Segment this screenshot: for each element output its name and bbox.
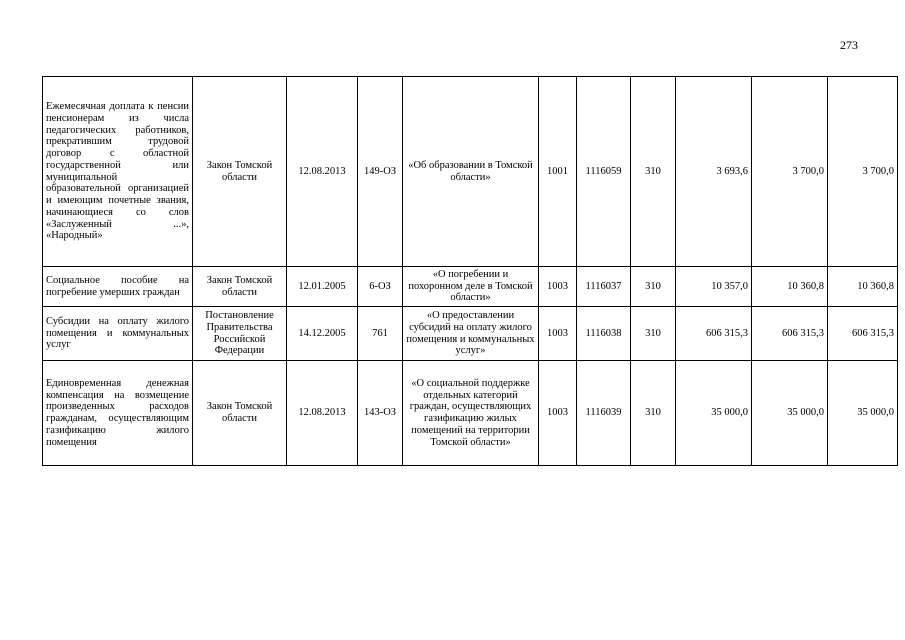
document-type: Закон Томской области — [193, 267, 287, 307]
expense-type-code: 310 — [631, 267, 676, 307]
expense-name: Социальное пособие на погребение умерших граждан — [43, 267, 193, 307]
document-type: Закон Томской области — [193, 361, 287, 466]
expense-name: Единовременная денежная компенсация на возмещение произведенных расходов гражданам, осуществляющим газификацию жилого помещения — [43, 361, 193, 466]
amount-year-2: 10 360,8 — [752, 267, 828, 307]
amount-year-2: 35 000,0 — [752, 361, 828, 466]
amount-year-1: 3 693,6 — [676, 77, 752, 267]
document-title: «О предоставлении субсидий на оплату жилого помещения и коммунальных услуг» — [403, 307, 539, 361]
page-number: 273 — [840, 38, 858, 52]
document-date: 12.08.2013 — [287, 361, 358, 466]
document-date: 12.01.2005 — [287, 267, 358, 307]
section-code: 1001 — [539, 77, 577, 267]
table-row — [43, 307, 898, 361]
amount-year-3: 10 360,8 — [828, 267, 898, 307]
table-row — [43, 77, 898, 267]
document-date: 14.12.2005 — [287, 307, 358, 361]
amount-year-1: 10 357,0 — [676, 267, 752, 307]
document-number: 143-ОЗ — [358, 361, 403, 466]
document-number: 761 — [358, 307, 403, 361]
document-type: Закон Томской области — [193, 77, 287, 267]
document-title: «О социальной поддержке отдельных категорий граждан, осуществляющих газификацию жилых помещений на территории Томской области» — [403, 361, 539, 466]
section-code: 1003 — [539, 267, 577, 307]
document-title: «О погребении и похоронном деле в Томской области» — [403, 267, 539, 307]
amount-year-1: 606 315,3 — [676, 307, 752, 361]
table-row — [43, 267, 898, 307]
section-code: 1003 — [539, 307, 577, 361]
expense-name: Субсидии на оплату жилого помещения и коммунальных услуг — [43, 307, 193, 361]
document-number: 6-ОЗ — [358, 267, 403, 307]
amount-year-3: 35 000,0 — [828, 361, 898, 466]
document-number: 149-ОЗ — [358, 77, 403, 267]
budget-table — [42, 76, 898, 466]
expense-type-code: 310 — [631, 77, 676, 267]
target-article-code: 1116039 — [577, 361, 631, 466]
target-article-code: 1116059 — [577, 77, 631, 267]
document-title: «Об образовании в Томской области» — [403, 77, 539, 267]
amount-year-3: 3 700,0 — [828, 77, 898, 267]
amount-year-2: 3 700,0 — [752, 77, 828, 267]
document-type: Постановление Правительства Российской Федерации — [193, 307, 287, 361]
section-code: 1003 — [539, 361, 577, 466]
amount-year-2: 606 315,3 — [752, 307, 828, 361]
amount-year-1: 35 000,0 — [676, 361, 752, 466]
document-date: 12.08.2013 — [287, 77, 358, 267]
amount-year-3: 606 315,3 — [828, 307, 898, 361]
table-row — [43, 361, 898, 466]
expense-type-code: 310 — [631, 361, 676, 466]
expense-name: Ежемесячная доплата к пенсии пенсионерам из числа педагогических работников, прекратившим трудовой договор с областной государственной или муниципальной образовательной организацией и имеющим почетные звания, начинающиеся со слов «Заслуженный ...», «Народный» — [43, 77, 193, 267]
target-article-code: 1116037 — [577, 267, 631, 307]
expense-type-code: 310 — [631, 307, 676, 361]
target-article-code: 1116038 — [577, 307, 631, 361]
